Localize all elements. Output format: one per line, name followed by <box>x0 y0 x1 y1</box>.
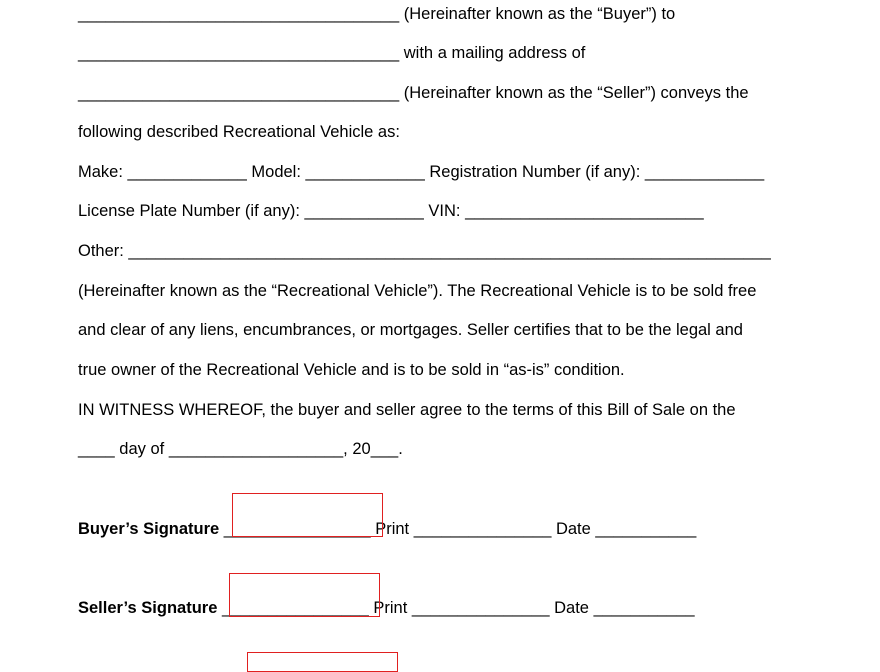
make-model-registration-line: Make: _____________ Model: _____________ Registration Number (if any): _____________ <box>78 163 765 181</box>
buyer-signature-fields: ________________ Print _______________ Date ___________ <box>219 520 697 538</box>
license-vin-line: License Plate Number (if any): _____________ VIN: __________________________ <box>78 202 704 220</box>
seller-signature-fields: ________________ Print _______________ Date ___________ <box>217 599 695 617</box>
buyer-name-line: ___________________________________ (Hereinafter known as the “Buyer”) to <box>78 5 676 23</box>
seller-signature-label: Seller’s Signature <box>78 599 218 617</box>
terms-paragraph-line-2: and clear of any liens, encumbrances, or mortgages. Seller certifies that to be the legal and <box>78 321 743 339</box>
buyer-signature-label: Buyer’s Signature <box>78 520 220 538</box>
seller-name-line: ___________________________________ (Hereinafter known as the “Seller”) conveys the <box>78 84 749 102</box>
date-line: ____ day of ___________________, 20___. <box>78 440 403 458</box>
mailing-address-line: ___________________________________ with a mailing address of <box>78 44 586 62</box>
witness-line: IN WITNESS WHEREOF, the buyer and seller agree to the terms of this Bill of Sale on the <box>78 401 736 419</box>
third-signature-field[interactable] <box>247 652 398 672</box>
buyer-signature-row <box>78 519 696 539</box>
terms-paragraph-line-1: (Hereinafter known as the “Recreational Vehicle”). The Recreational Vehicle is to be sold free <box>78 282 757 300</box>
vehicle-intro-line: following described Recreational Vehicle as: <box>78 123 400 141</box>
seller-signature-field[interactable] <box>229 573 380 617</box>
seller-signature-row <box>78 598 695 618</box>
buyer-signature-field[interactable] <box>232 493 383 537</box>
other-line: Other: ______________________________________________________________________ <box>78 242 771 260</box>
terms-paragraph-line-3: true owner of the Recreational Vehicle and is to be sold in “as-is” condition. <box>78 361 625 379</box>
